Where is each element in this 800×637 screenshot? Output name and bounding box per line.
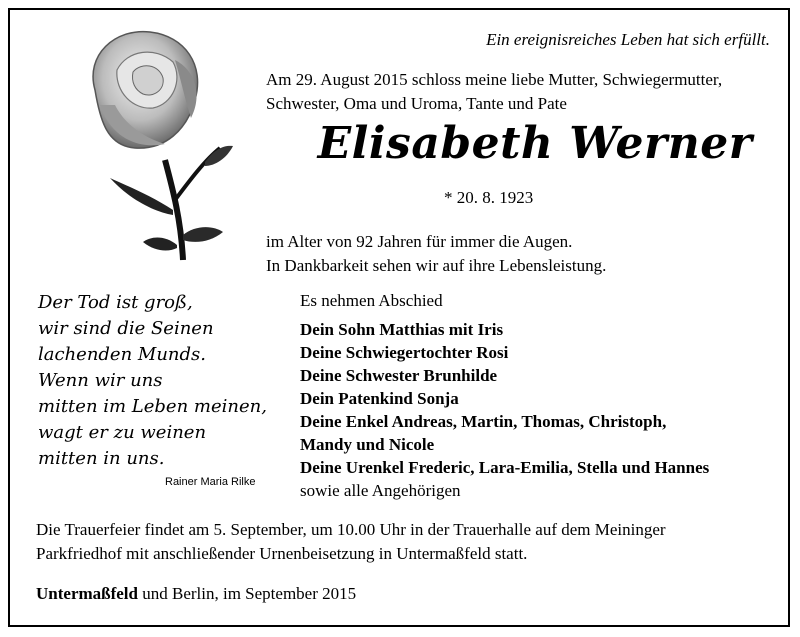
farewell-intro: Es nehmen Abschied — [300, 291, 443, 310]
mourners-closing: sowie alle Angehörigen — [300, 481, 461, 500]
poem — [38, 290, 268, 472]
body-text — [266, 230, 776, 278]
mourner-line: Dein Sohn Matthias mit Iris — [300, 320, 504, 339]
rose-icon — [55, 20, 240, 265]
poem-line: lachenden Munds. — [38, 344, 206, 365]
mourner-line: Deine Schwester Brunhilde — [300, 366, 498, 385]
mourner-line: Mandy und Nicole — [300, 435, 435, 454]
mourners-list — [300, 318, 709, 502]
poem-line: Der Tod ist groß, — [38, 292, 193, 313]
funeral-line: Parkfriedhof mit anschließender Urnenbeisetzung in Untermaßfeld statt. — [36, 544, 528, 563]
mourner-line: Dein Patenkind Sonja — [300, 389, 459, 408]
body-line: im Alter von 92 Jahren für immer die Augen. — [266, 232, 573, 251]
intro-line: Schwester, Oma und Uroma, Tante und Pate — [266, 94, 567, 113]
place-town: Untermaßfeld — [36, 584, 138, 603]
motto: Ein ereignisreiches Leben hat sich erfüllt. — [486, 30, 770, 49]
poem-author: Rainer Maria Rilke — [165, 476, 256, 488]
body-line: In Dankbarkeit sehen wir auf ihre Lebensleistung. — [266, 256, 607, 275]
deceased-name: Elisabeth Werner — [317, 118, 753, 169]
poem-line: wir sind die Seinen — [38, 318, 214, 339]
funeral-line: Die Trauerfeier findet am 5. September, um 10.00 Uhr in der Trauerhalle auf dem Meininger — [36, 520, 666, 539]
poem-line: Wenn wir uns — [38, 370, 163, 391]
place-date — [36, 584, 356, 604]
poem-line: mitten in uns. — [38, 448, 165, 469]
mourner-line: Deine Enkel Andreas, Martin, Thomas, Christoph, — [300, 412, 667, 431]
funeral-info — [36, 518, 766, 566]
place-rest: und Berlin, im September 2015 — [137, 584, 357, 603]
mourner-line: Deine Urenkel Frederic, Lara-Emilia, Stella und Hannes — [300, 458, 710, 477]
mourner-line: Deine Schwiegertochter Rosi — [300, 343, 509, 362]
intro-text — [266, 68, 776, 116]
poem-line: wagt er zu weinen — [38, 422, 207, 443]
intro-line: Am 29. August 2015 schloss meine liebe Mutter, Schwiegermutter, — [266, 70, 723, 89]
birth-date: * 20. 8. 1923 — [444, 188, 534, 207]
poem-line: mitten im Leben meinen, — [38, 396, 267, 417]
